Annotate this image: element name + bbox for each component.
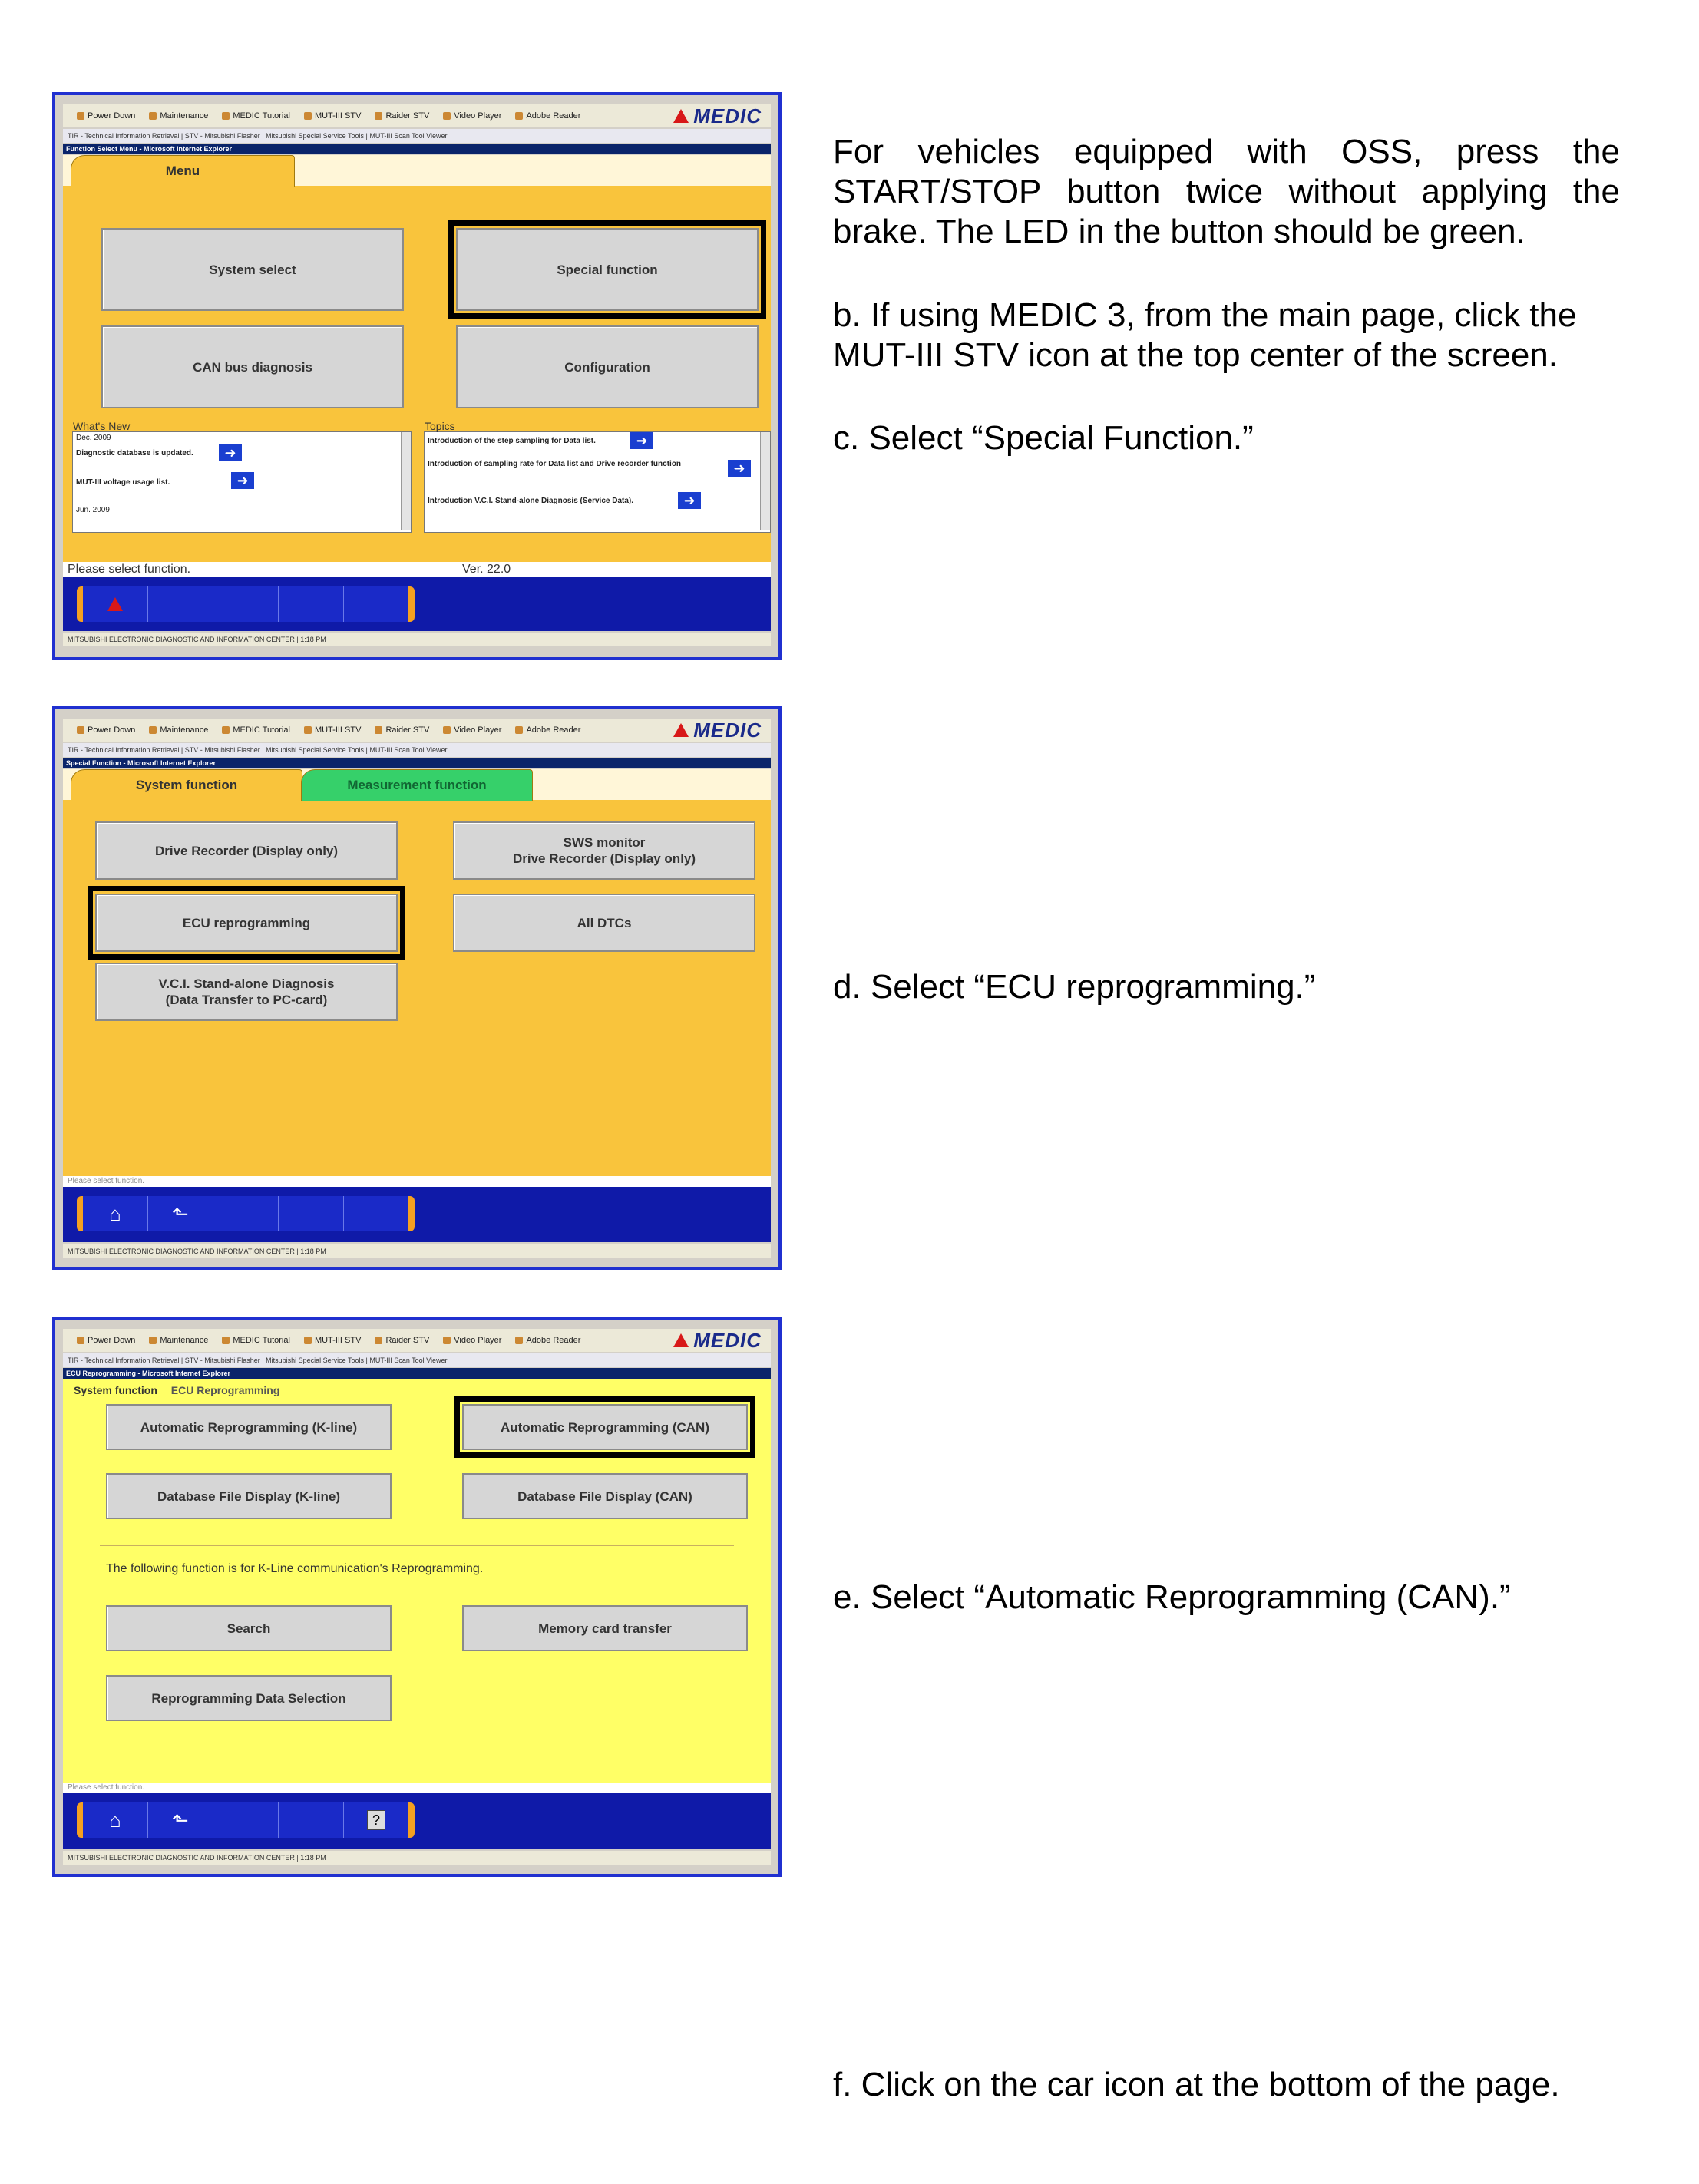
- taskbar-item[interactable]: [375, 111, 429, 121]
- taskbar-label: MUT-III STV: [314, 725, 362, 735]
- breadcrumb-system-function[interactable]: System function: [74, 1384, 157, 1396]
- taskbar-item[interactable]: [149, 725, 208, 735]
- system-select-button[interactable]: System select: [101, 228, 404, 311]
- scrollbar[interactable]: [760, 432, 770, 530]
- bottom-status-strip: MITSUBISHI ELECTRONIC DIAGNOSTIC AND INFORMATION CENTER | 1:18 PM: [63, 1244, 771, 1258]
- taskbar-label: MEDIC Tutorial: [233, 111, 290, 121]
- bottom-status-strip: MITSUBISHI ELECTRONIC DIAGNOSTIC AND INFORMATION CENTER | 1:18 PM: [63, 1851, 771, 1865]
- taskbar-label: MEDIC Tutorial: [233, 725, 290, 735]
- tab-system-function[interactable]: System function: [71, 769, 302, 801]
- taskbar-item[interactable]: [77, 111, 135, 121]
- taskbar-label: MUT-III STV: [314, 1336, 362, 1345]
- browser-tabs[interactable]: TIR - Technical Information Retrieval | STV - Mitsubishi Flasher | Mitsubishi Special Service Tools | MUT-III Scan Tool Viewer: [63, 743, 771, 757]
- screenshot-ecu-reprogramming: [52, 1317, 782, 1877]
- screenshot-menu: [52, 92, 782, 660]
- adobe-icon: [515, 1337, 523, 1344]
- screenshot-special-function: [52, 706, 782, 1270]
- arrow-right-icon[interactable]: ➜: [728, 460, 751, 477]
- brand-text: MEDIC: [693, 718, 762, 742]
- nav-empty[interactable]: [213, 1802, 279, 1838]
- home-icon[interactable]: ⌂: [83, 1802, 148, 1838]
- auto-reprogramming-kline-button[interactable]: Automatic Reprogramming (K-line): [106, 1404, 392, 1450]
- arrow-right-icon[interactable]: ➜: [630, 432, 653, 449]
- configuration-button[interactable]: Configuration: [456, 325, 759, 408]
- sws-monitor-button[interactable]: [453, 821, 755, 880]
- window-title: Special Function - Microsoft Internet Explorer: [63, 758, 771, 768]
- taskbar-label: MEDIC Tutorial: [233, 1336, 290, 1345]
- nav-bar: [63, 1187, 771, 1242]
- browser-tabs[interactable]: TIR - Technical Information Retrieval | STV - Mitsubishi Flasher | Mitsubishi Special Service Tools | MUT-III Scan Tool Viewer: [63, 129, 771, 143]
- taskbar-label: Power Down: [88, 1336, 136, 1345]
- status-bar: [63, 562, 771, 577]
- video-icon: [443, 726, 451, 734]
- taskbar-item[interactable]: [304, 725, 362, 735]
- mut-iii-icon: [304, 1337, 312, 1344]
- taskbar-item[interactable]: [149, 1336, 208, 1345]
- whats-new-line: Dec. 2009: [76, 434, 111, 442]
- status-bar: Please select function.: [63, 1783, 771, 1793]
- auto-reprogramming-can-button[interactable]: Automatic Reprogramming (CAN): [462, 1404, 748, 1450]
- taskbar-item[interactable]: [515, 1336, 580, 1345]
- taskbar-item[interactable]: [149, 111, 208, 121]
- topics-panel: [424, 420, 771, 533]
- raider-icon: [375, 1337, 382, 1344]
- drive-recorder-button[interactable]: Drive Recorder (Display only): [95, 821, 398, 880]
- maintenance-icon: [149, 112, 157, 120]
- taskbar-item[interactable]: [375, 1336, 429, 1345]
- nav-buttons: [77, 586, 415, 622]
- nav-empty[interactable]: [344, 586, 408, 622]
- taskbar-item[interactable]: [222, 725, 290, 735]
- database-file-kline-button[interactable]: Database File Display (K-line): [106, 1473, 392, 1519]
- taskbar-item[interactable]: [443, 111, 501, 121]
- kline-note: The following function is for K-Line communication's Reprogramming.: [106, 1562, 484, 1575]
- tutorial-icon: [222, 1337, 230, 1344]
- all-dtcs-button[interactable]: All DTCs: [453, 894, 755, 952]
- vci-stand-alone-button[interactable]: [95, 963, 398, 1021]
- video-icon: [443, 1337, 451, 1344]
- taskbar: [63, 1329, 771, 1352]
- whats-new-line: MUT-III voltage usage list.: [76, 478, 170, 487]
- instruction-f: f. Click on the car icon at the bottom of the page.: [833, 2066, 1560, 2103]
- mut-iii-icon: [304, 112, 312, 120]
- instruction-a-line-3: brake. The LED in the button should be green.: [833, 213, 1525, 250]
- nav-empty[interactable]: [213, 1196, 279, 1231]
- taskbar-item[interactable]: [443, 1336, 501, 1345]
- app-area: [63, 1379, 771, 1783]
- raider-icon: [375, 726, 382, 734]
- mut-iii-icon: [304, 726, 312, 734]
- whats-new-heading: What's New: [73, 420, 131, 432]
- brand-text: MEDIC: [693, 104, 762, 127]
- nav-empty[interactable]: [279, 1196, 344, 1231]
- can-bus-diagnosis-button[interactable]: CAN bus diagnosis: [101, 325, 404, 408]
- nav-empty[interactable]: [279, 586, 344, 622]
- topics-line: Introduction of sampling rate for Data list and Drive recorder function: [428, 460, 682, 468]
- help-icon[interactable]: ?: [344, 1802, 408, 1838]
- instruction-b-line-2: MUT-III STV icon at the top center of the screen.: [833, 336, 1558, 374]
- taskbar-item[interactable]: [304, 1336, 362, 1345]
- back-arrow-icon[interactable]: ⬑: [148, 1196, 213, 1231]
- taskbar: [63, 104, 771, 127]
- raider-icon: [375, 112, 382, 120]
- taskbar-label: Raider STV: [385, 111, 430, 121]
- topics-heading: Topics: [425, 420, 455, 432]
- nav-empty[interactable]: [279, 1802, 344, 1838]
- sws-monitor-line-1: SWS monitor: [563, 835, 646, 850]
- video-icon: [443, 112, 451, 120]
- special-function-button[interactable]: Special function: [456, 228, 759, 311]
- taskbar-item[interactable]: [443, 725, 501, 735]
- breadcrumb: [74, 1384, 279, 1396]
- medic-logo: [673, 104, 762, 128]
- taskbar-label: Maintenance: [160, 725, 209, 735]
- whats-new-line: Jun. 2009: [76, 506, 110, 514]
- nav-empty[interactable]: [148, 586, 213, 622]
- tab-measurement-function[interactable]: Measurement function: [301, 769, 533, 801]
- browser-tabs[interactable]: TIR - Technical Information Retrieval | STV - Mitsubishi Flasher | Mitsubishi Special Service Tools | MUT-III Scan Tool Viewer: [63, 1353, 771, 1367]
- medic-logo: [673, 1329, 762, 1353]
- window-title: Function Select Menu - Microsoft Internet Explorer: [63, 144, 771, 154]
- nav-bar: [63, 1793, 771, 1849]
- taskbar-item[interactable]: [77, 725, 135, 735]
- taskbar-label: Raider STV: [385, 1336, 430, 1345]
- nav-buttons: [77, 1196, 415, 1231]
- arrow-right-icon[interactable]: ➜: [231, 472, 254, 489]
- instruction-a-line-1: For vehicles equipped with OSS, press the: [833, 133, 1620, 170]
- vci-line-2: (Data Transfer to PC-card): [165, 993, 328, 1007]
- tutorial-icon: [222, 112, 230, 120]
- taskbar-label: Raider STV: [385, 725, 430, 735]
- status-bar: Please select function.: [63, 1176, 771, 1187]
- taskbar-label: Power Down: [88, 111, 136, 121]
- nav-empty[interactable]: [344, 1196, 408, 1231]
- taskbar-item[interactable]: [77, 1336, 135, 1345]
- taskbar-label: MUT-III STV: [314, 111, 362, 121]
- nav-bar: [63, 577, 771, 631]
- tutorial-icon: [222, 726, 230, 734]
- taskbar-item[interactable]: [515, 111, 580, 121]
- taskbar-label: Maintenance: [160, 111, 209, 121]
- whats-new-panel: [72, 420, 412, 533]
- instruction-a: [833, 132, 1620, 252]
- window-title: ECU Reprogramming - Microsoft Internet Explorer: [63, 1368, 771, 1379]
- memory-card-transfer-button[interactable]: Memory card transfer: [462, 1605, 748, 1651]
- tab-menu[interactable]: Menu: [71, 155, 295, 187]
- bottom-status-strip: MITSUBISHI ELECTRONIC DIAGNOSTIC AND INFORMATION CENTER | 1:18 PM: [63, 633, 771, 646]
- taskbar-item[interactable]: [222, 1336, 290, 1345]
- mitsubishi-logo-icon: [673, 109, 689, 123]
- nav-empty[interactable]: [213, 586, 279, 622]
- taskbar-label: Video Player: [454, 725, 502, 735]
- back-arrow-icon[interactable]: ⬑: [148, 1802, 213, 1838]
- adobe-icon: [515, 726, 523, 734]
- taskbar-label: Adobe Reader: [526, 1336, 581, 1345]
- status-text: Please select function.: [68, 563, 191, 576]
- instruction-e: e. Select “Automatic Reprogramming (CAN).”: [833, 1578, 1511, 1616]
- scrollbar[interactable]: [401, 432, 411, 530]
- reprogramming-data-selection-button[interactable]: Reprogramming Data Selection: [106, 1675, 392, 1721]
- taskbar-label: Adobe Reader: [526, 725, 581, 735]
- mitsubishi-logo-icon: [673, 723, 689, 737]
- adobe-icon: [515, 112, 523, 120]
- brand-text: MEDIC: [693, 1328, 762, 1352]
- taskbar-label: Video Player: [454, 111, 502, 121]
- maintenance-icon: [149, 726, 157, 734]
- divider: [100, 1545, 734, 1546]
- app-area: [63, 769, 771, 1176]
- taskbar-item[interactable]: [375, 725, 429, 735]
- instruction-c: c. Select “Special Function.”: [833, 419, 1254, 457]
- instruction-b-line-1: b. If using MEDIC 3, from the main page, click the: [833, 296, 1577, 334]
- power-icon: [77, 1337, 84, 1344]
- taskbar: [63, 719, 771, 742]
- mitsubishi-logo-icon: [107, 597, 123, 611]
- taskbar-label: Power Down: [88, 725, 136, 735]
- home-icon[interactable]: ⌂: [83, 1196, 148, 1231]
- topics-line: Introduction V.C.I. Stand-alone Diagnosis (Service Data).: [428, 497, 634, 505]
- taskbar-item[interactable]: [304, 111, 362, 121]
- nav-home[interactable]: [83, 586, 148, 622]
- database-file-can-button[interactable]: Database File Display (CAN): [462, 1473, 748, 1519]
- instruction-d: d. Select “ECU reprogramming.”: [833, 968, 1316, 1006]
- app-area: [63, 155, 771, 562]
- taskbar-label: Maintenance: [160, 1336, 209, 1345]
- topics-line: Introduction of the step sampling for Data list.: [428, 437, 596, 445]
- taskbar-item[interactable]: [515, 725, 580, 735]
- version-text: Ver. 22.0: [462, 563, 511, 576]
- vci-line-1: V.C.I. Stand-alone Diagnosis: [158, 976, 335, 991]
- breadcrumb-current: ECU Reprogramming: [170, 1384, 280, 1396]
- maintenance-icon: [149, 1337, 157, 1344]
- nav-buttons: [77, 1802, 415, 1838]
- sws-monitor-line-2: Drive Recorder (Display only): [512, 851, 696, 866]
- instruction-a-line-2: START/STOP button twice without applying the: [833, 173, 1620, 210]
- instruction-b: [833, 296, 1620, 375]
- whats-new-line: Diagnostic database is updated.: [76, 449, 193, 458]
- power-icon: [77, 112, 84, 120]
- taskbar-label: Video Player: [454, 1336, 502, 1345]
- arrow-right-icon[interactable]: ➜: [219, 444, 242, 461]
- search-button[interactable]: Search: [106, 1605, 392, 1651]
- power-icon: [77, 726, 84, 734]
- taskbar-item[interactable]: [222, 111, 290, 121]
- medic-logo: [673, 719, 762, 742]
- mitsubishi-logo-icon: [673, 1333, 689, 1347]
- ecu-reprogramming-button[interactable]: ECU reprogramming: [95, 894, 398, 952]
- arrow-right-icon[interactable]: ➜: [678, 492, 701, 509]
- taskbar-label: Adobe Reader: [526, 111, 581, 121]
